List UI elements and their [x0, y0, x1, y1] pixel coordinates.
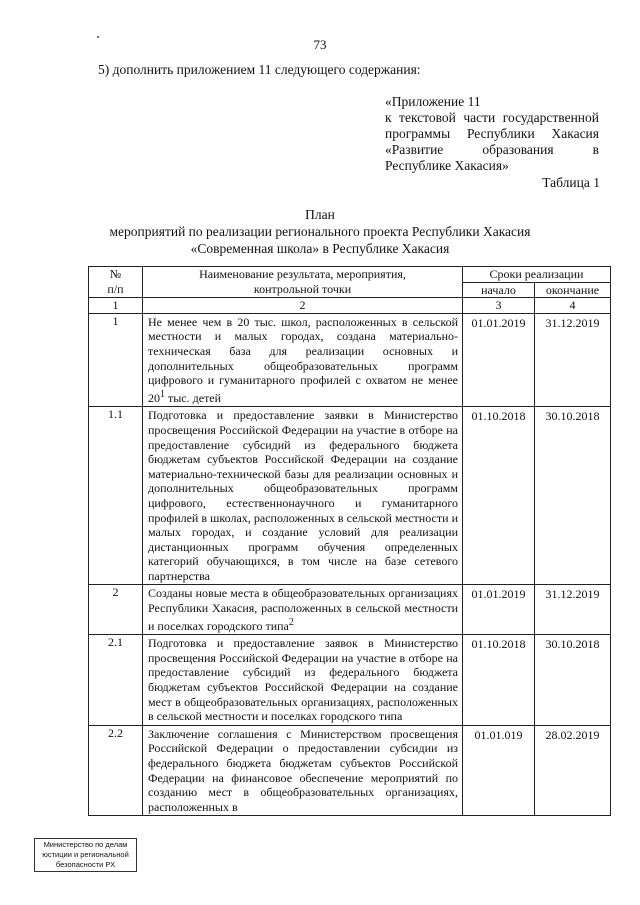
header-start: начало [463, 282, 535, 298]
footnote-mark: 1 [160, 388, 165, 400]
plan-title-line-3: «Современная школа» в Республике Хакасия [190, 241, 450, 256]
row-start-date: 01.01.2019 [463, 313, 535, 407]
ministry-stamp [34, 838, 137, 872]
appendix-line-3: программы Республики Хакасия [385, 126, 599, 141]
table-row [89, 725, 611, 816]
footnote-mark: 2 [288, 616, 294, 628]
header-end: окончание [535, 282, 611, 298]
row-number: 2.1 [89, 635, 143, 726]
header-name: Наименование результата, мероприятия, контрольной точки [143, 267, 463, 298]
plan-title-line-2: мероприятий по реализации регионального проекта Республики Хакасия [109, 224, 531, 239]
row-text: Заключение соглашения с Министерством просвещения Российской Федерации о предоставлении субсидии из федерального бюджета бюджетам субъектов Российской Федерации на финансовое обеспечение мероприятий по созданию мест в общеобразовательных организациях, расположенных в [148, 726, 458, 814]
table-row [89, 585, 611, 635]
row-end-date: 30.10.2018 [535, 407, 611, 585]
row-text: Не менее чем в 20 тыс. школ, расположенных в сельской местности и малых городах, создана материально-техническая база для реализации основных и дополнительных общеобразовательных программ цифрового и гуманитарного профилей с охватом не менее 20 [148, 314, 458, 405]
table-row [89, 313, 611, 407]
row-number: 1 [89, 313, 143, 407]
row-end-date: 31.12.2019 [535, 585, 611, 635]
stamp-line-2: юстиции и региональной [42, 850, 129, 859]
header-number: № п/п [89, 267, 143, 298]
column-number-3: 3 [463, 298, 535, 314]
row-start-date: 01.01.019 [463, 725, 535, 816]
appendix-line-2: к текстовой части государственной [385, 110, 599, 125]
row-number: 2.2 [89, 725, 143, 816]
column-number-1: 1 [89, 298, 143, 314]
table-row [89, 407, 611, 585]
appendix-line-5: Республике Хакасия» [385, 158, 509, 173]
appendix-line-1: «Приложение 11 [385, 94, 481, 109]
page-number: 73 [313, 37, 327, 52]
row-start-date: 01.01.2019 [463, 585, 535, 635]
table-row [89, 635, 611, 726]
stamp-line-1: Министерство по делам [43, 840, 128, 849]
row-description [143, 585, 463, 635]
row-end-date: 28.02.2019 [535, 725, 611, 816]
plan-title-line-1: План [305, 207, 335, 222]
plan-title [0, 206, 640, 257]
row-text: Созданы новые места в общеобразовательных организациях Республики Хакасия, расположенных в сельской местности и поселках городского типа [148, 586, 458, 633]
row-start-date: 01.10.2018 [463, 635, 535, 726]
header-terms: Сроки реализации [463, 267, 611, 283]
plan-table [88, 266, 611, 816]
row-end-date: 31.12.2019 [535, 313, 611, 407]
stamp-line-3: безопасности РХ [55, 860, 116, 869]
appendix-line-4: «Развитие образования в [385, 142, 599, 157]
row-description [143, 635, 463, 726]
row-end-date: 30.10.2018 [535, 635, 611, 726]
row-number: 1.1 [89, 407, 143, 585]
appendix-heading [385, 94, 599, 174]
row-description [143, 313, 463, 407]
row-description [143, 407, 463, 585]
intro-paragraph: 5) дополнить приложением 11 следующего содержания: [98, 62, 421, 77]
row-text: Подготовка и предоставление заявок в Министерство просвещения Российской Федерации на участие в отборе на предоставление субсидий из федерального бюджета бюджетам субъектов Российской Федерации на создание мест в общеобразовательных организациях, расположенных в сельской местности и поселках городского типа [148, 636, 458, 724]
row-text-after: тыс. детей [165, 390, 222, 405]
table-label: Таблица 1 [542, 175, 600, 190]
row-start-date: 01.10.2018 [463, 407, 535, 585]
row-text: Подготовка и предоставление заявки в Министерство просвещения Российской Федерации на участие в отборе на предоставление субсидий из федерального бюджета бюджетам субъектов Российской Федерации на создание материально-технической базы для реализации основных и дополнительных общеобразовательных программ цифрового, естественнонаучного и гуманитарного профилей в школах, расположенных в сельской местности и малых городах, и создание условий для реализации дистанционных программ обучения определенных категорий обучающихся, в том числе на базе сетевого партнерства [148, 408, 458, 583]
row-number: 2 [89, 585, 143, 635]
column-number-2: 2 [143, 298, 463, 314]
row-description [143, 725, 463, 816]
column-number-4: 4 [535, 298, 611, 314]
